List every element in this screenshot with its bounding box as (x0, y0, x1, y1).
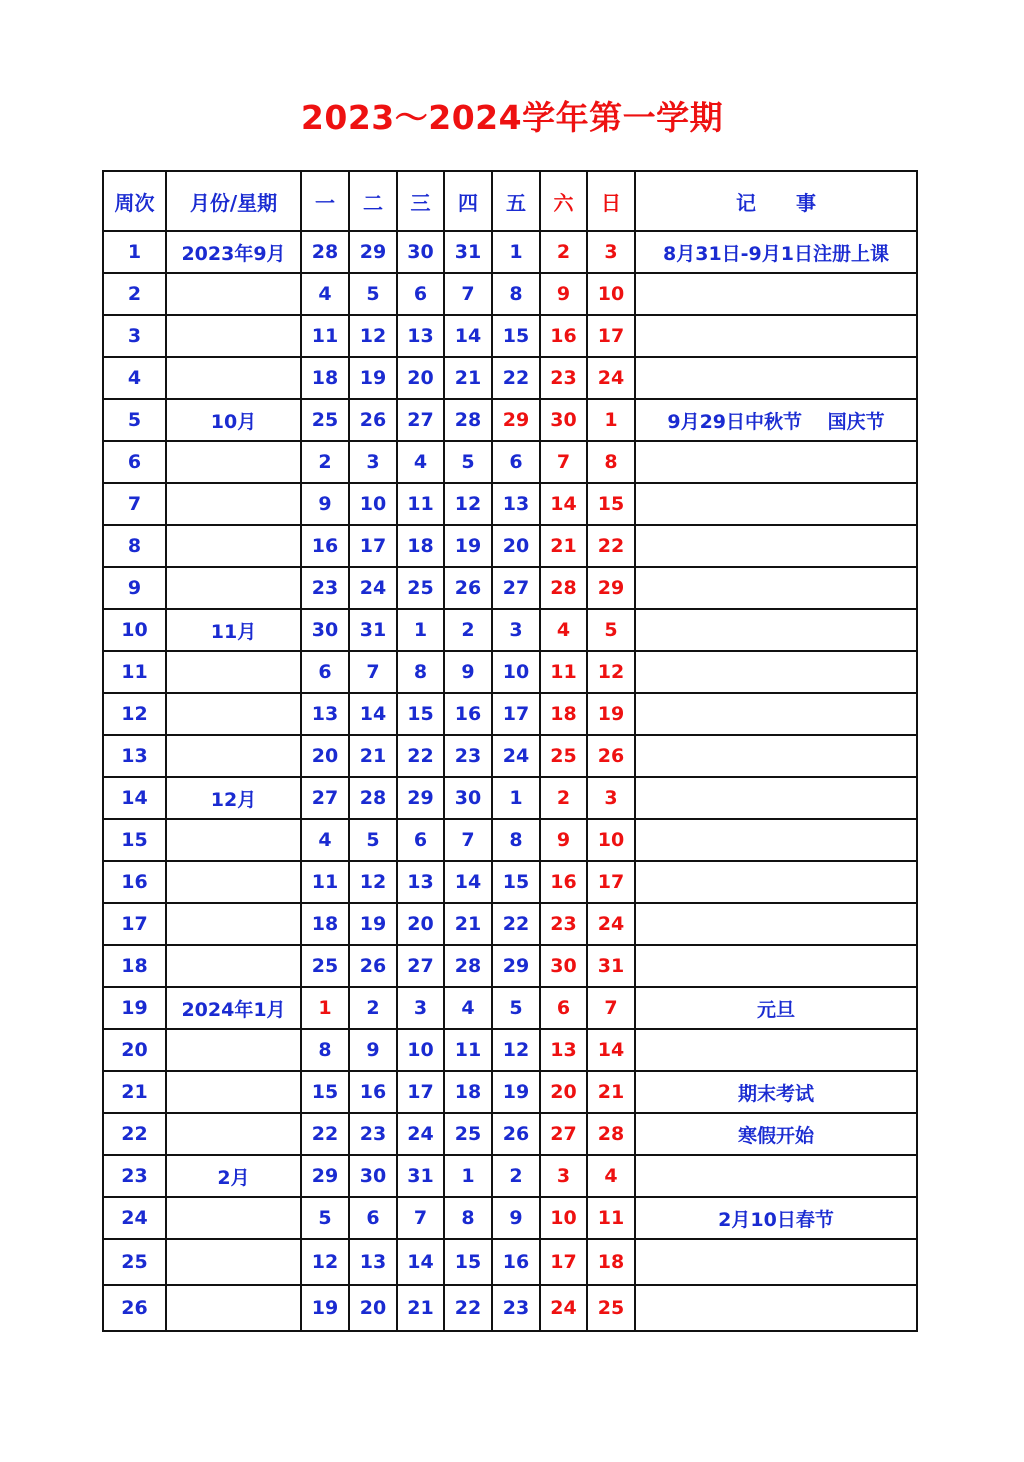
day-cell: 5 (301, 1197, 349, 1239)
day-cell: 12 (301, 1239, 349, 1285)
day-cell: 4 (587, 1155, 635, 1197)
header-thu: 四 (444, 171, 492, 231)
day-cell: 6 (397, 273, 444, 315)
day-cell: 2 (301, 441, 349, 483)
week-number: 17 (103, 903, 166, 945)
day-cell: 27 (301, 777, 349, 819)
month-label (166, 1197, 301, 1239)
day-cell: 26 (349, 399, 397, 441)
day-cell: 1 (444, 1155, 492, 1197)
note-cell (635, 1239, 917, 1285)
day-cell: 13 (301, 693, 349, 735)
day-cell: 29 (301, 1155, 349, 1197)
note-cell: 寒假开始 (635, 1113, 917, 1155)
day-cell: 30 (444, 777, 492, 819)
day-cell: 3 (349, 441, 397, 483)
day-cell: 19 (444, 525, 492, 567)
note-cell (635, 945, 917, 987)
day-cell: 10 (492, 651, 540, 693)
day-cell: 16 (540, 315, 587, 357)
day-cell: 28 (444, 945, 492, 987)
week-number: 12 (103, 693, 166, 735)
day-cell: 6 (540, 987, 587, 1029)
day-cell: 5 (492, 987, 540, 1029)
day-cell: 6 (397, 819, 444, 861)
week-number: 2 (103, 273, 166, 315)
month-label (166, 903, 301, 945)
month-label (166, 945, 301, 987)
day-cell: 3 (587, 231, 635, 273)
week-number: 9 (103, 567, 166, 609)
day-cell: 15 (492, 861, 540, 903)
day-cell: 17 (540, 1239, 587, 1285)
note-cell: 9月29日中秋节 国庆节 (635, 399, 917, 441)
month-label: 10月 (166, 399, 301, 441)
day-cell: 5 (349, 273, 397, 315)
page-title: 2023～2024学年第一学期 (300, 98, 724, 137)
note-cell (635, 273, 917, 315)
day-cell: 1 (492, 777, 540, 819)
note-cell (635, 441, 917, 483)
month-label (166, 315, 301, 357)
day-cell: 14 (397, 1239, 444, 1285)
day-cell: 23 (444, 735, 492, 777)
day-cell: 4 (540, 609, 587, 651)
day-cell: 13 (397, 315, 444, 357)
day-cell: 21 (540, 525, 587, 567)
day-cell: 25 (301, 399, 349, 441)
note-cell (635, 1155, 917, 1197)
week-number: 1 (103, 231, 166, 273)
day-cell: 12 (349, 861, 397, 903)
day-cell: 19 (492, 1071, 540, 1113)
day-cell: 27 (540, 1113, 587, 1155)
table-row (103, 651, 917, 693)
day-cell: 23 (349, 1113, 397, 1155)
day-cell: 11 (301, 861, 349, 903)
day-cell: 16 (301, 525, 349, 567)
day-cell: 21 (444, 357, 492, 399)
day-cell: 5 (349, 819, 397, 861)
day-cell: 6 (492, 441, 540, 483)
week-number: 11 (103, 651, 166, 693)
day-cell: 16 (444, 693, 492, 735)
note-cell (635, 1029, 917, 1071)
day-cell: 18 (301, 357, 349, 399)
day-cell: 22 (587, 525, 635, 567)
day-cell: 13 (540, 1029, 587, 1071)
day-cell: 1 (492, 231, 540, 273)
day-cell: 29 (397, 777, 444, 819)
day-cell: 7 (349, 651, 397, 693)
week-number: 23 (103, 1155, 166, 1197)
table-row (103, 693, 917, 735)
header-fri: 五 (492, 171, 540, 231)
month-label (166, 273, 301, 315)
note-cell (635, 693, 917, 735)
note-cell (635, 315, 917, 357)
day-cell: 9 (540, 273, 587, 315)
day-cell: 20 (397, 357, 444, 399)
day-cell: 9 (540, 819, 587, 861)
day-cell: 29 (492, 399, 540, 441)
week-number: 13 (103, 735, 166, 777)
month-label (166, 1285, 301, 1331)
day-cell: 23 (301, 567, 349, 609)
day-cell: 18 (397, 525, 444, 567)
day-cell: 30 (540, 945, 587, 987)
day-cell: 2 (492, 1155, 540, 1197)
day-cell: 28 (444, 399, 492, 441)
table-row (103, 1239, 917, 1285)
day-cell: 10 (349, 483, 397, 525)
day-cell: 8 (492, 819, 540, 861)
day-cell: 2 (349, 987, 397, 1029)
day-cell: 13 (349, 1239, 397, 1285)
day-cell: 22 (492, 903, 540, 945)
day-cell: 25 (540, 735, 587, 777)
day-cell: 5 (587, 609, 635, 651)
day-cell: 7 (540, 441, 587, 483)
day-cell: 30 (301, 609, 349, 651)
day-cell: 26 (587, 735, 635, 777)
day-cell: 31 (349, 609, 397, 651)
note-cell (635, 651, 917, 693)
day-cell: 3 (397, 987, 444, 1029)
day-cell: 30 (397, 231, 444, 273)
table-row (103, 357, 917, 399)
week-number: 25 (103, 1239, 166, 1285)
day-cell: 10 (587, 273, 635, 315)
day-cell: 24 (492, 735, 540, 777)
note-cell (635, 357, 917, 399)
day-cell: 20 (540, 1071, 587, 1113)
day-cell: 23 (492, 1285, 540, 1331)
day-cell: 24 (587, 903, 635, 945)
day-cell: 10 (397, 1029, 444, 1071)
header-wed: 三 (397, 171, 444, 231)
table-row (103, 1071, 917, 1113)
day-cell: 22 (492, 357, 540, 399)
day-cell: 23 (540, 357, 587, 399)
day-cell: 8 (492, 273, 540, 315)
day-cell: 21 (397, 1285, 444, 1331)
day-cell: 11 (540, 651, 587, 693)
day-cell: 11 (397, 483, 444, 525)
month-label (166, 483, 301, 525)
day-cell: 16 (492, 1239, 540, 1285)
week-number: 16 (103, 861, 166, 903)
day-cell: 19 (349, 903, 397, 945)
day-cell: 8 (587, 441, 635, 483)
day-cell: 9 (349, 1029, 397, 1071)
month-label (166, 735, 301, 777)
day-cell: 2 (540, 231, 587, 273)
day-cell: 3 (492, 609, 540, 651)
week-number: 26 (103, 1285, 166, 1331)
week-number: 6 (103, 441, 166, 483)
week-number: 19 (103, 987, 166, 1029)
note-cell (635, 777, 917, 819)
header-month: 月份/星期 (166, 171, 301, 231)
note-cell (635, 735, 917, 777)
day-cell: 6 (301, 651, 349, 693)
day-cell: 22 (397, 735, 444, 777)
month-label (166, 693, 301, 735)
day-cell: 3 (540, 1155, 587, 1197)
day-cell: 29 (492, 945, 540, 987)
day-cell: 12 (492, 1029, 540, 1071)
day-cell: 28 (349, 777, 397, 819)
day-cell: 28 (540, 567, 587, 609)
day-cell: 11 (587, 1197, 635, 1239)
calendar-table (102, 170, 918, 1332)
day-cell: 21 (349, 735, 397, 777)
month-label (166, 357, 301, 399)
day-cell: 27 (397, 945, 444, 987)
week-number: 14 (103, 777, 166, 819)
week-number: 10 (103, 609, 166, 651)
table-row (103, 1113, 917, 1155)
day-cell: 16 (540, 861, 587, 903)
header-week: 周次 (103, 171, 166, 231)
day-cell: 18 (444, 1071, 492, 1113)
table-row (103, 441, 917, 483)
day-cell: 6 (349, 1197, 397, 1239)
day-cell: 3 (587, 777, 635, 819)
week-number: 7 (103, 483, 166, 525)
month-label (166, 1029, 301, 1071)
day-cell: 15 (587, 483, 635, 525)
table-row (103, 1285, 917, 1331)
day-cell: 14 (540, 483, 587, 525)
note-cell (635, 1285, 917, 1331)
day-cell: 14 (444, 315, 492, 357)
day-cell: 14 (587, 1029, 635, 1071)
table-row (103, 1029, 917, 1071)
day-cell: 10 (587, 819, 635, 861)
day-cell: 7 (397, 1197, 444, 1239)
day-cell: 30 (540, 399, 587, 441)
day-cell: 5 (444, 441, 492, 483)
day-cell: 26 (444, 567, 492, 609)
week-number: 22 (103, 1113, 166, 1155)
note-cell: 期末考试 (635, 1071, 917, 1113)
day-cell: 14 (444, 861, 492, 903)
day-cell: 9 (492, 1197, 540, 1239)
day-cell: 4 (444, 987, 492, 1029)
day-cell: 17 (587, 315, 635, 357)
table-row (103, 987, 917, 1029)
header-row (103, 171, 917, 231)
day-cell: 31 (397, 1155, 444, 1197)
day-cell: 17 (492, 693, 540, 735)
day-cell: 29 (349, 231, 397, 273)
table-row (103, 1197, 917, 1239)
day-cell: 12 (587, 651, 635, 693)
month-label (166, 1113, 301, 1155)
day-cell: 7 (444, 819, 492, 861)
day-cell: 19 (587, 693, 635, 735)
month-label (166, 525, 301, 567)
day-cell: 29 (587, 567, 635, 609)
note-cell (635, 609, 917, 651)
day-cell: 25 (587, 1285, 635, 1331)
day-cell: 17 (587, 861, 635, 903)
day-cell: 28 (587, 1113, 635, 1155)
note-cell: 8月31日-9月1日注册上课 (635, 231, 917, 273)
week-number: 21 (103, 1071, 166, 1113)
month-label: 2月 (166, 1155, 301, 1197)
week-number: 15 (103, 819, 166, 861)
day-cell: 20 (349, 1285, 397, 1331)
day-cell: 27 (492, 567, 540, 609)
day-cell: 7 (444, 273, 492, 315)
day-cell: 9 (301, 483, 349, 525)
day-cell: 11 (301, 315, 349, 357)
table-row (103, 483, 917, 525)
month-label (166, 567, 301, 609)
day-cell: 20 (397, 903, 444, 945)
day-cell: 14 (349, 693, 397, 735)
table-row (103, 399, 917, 441)
day-cell: 15 (301, 1071, 349, 1113)
day-cell: 12 (444, 483, 492, 525)
month-label (166, 1239, 301, 1285)
day-cell: 9 (444, 651, 492, 693)
note-cell (635, 861, 917, 903)
day-cell: 24 (540, 1285, 587, 1331)
month-label: 2023年9月 (166, 231, 301, 273)
header-notes: 记 事 (635, 171, 917, 231)
table-row (103, 273, 917, 315)
day-cell: 26 (349, 945, 397, 987)
day-cell: 26 (492, 1113, 540, 1155)
table-row (103, 945, 917, 987)
week-number: 8 (103, 525, 166, 567)
month-label: 2024年1月 (166, 987, 301, 1029)
table-row (103, 1155, 917, 1197)
day-cell: 21 (444, 903, 492, 945)
day-cell: 15 (492, 315, 540, 357)
day-cell: 25 (444, 1113, 492, 1155)
day-cell: 11 (444, 1029, 492, 1071)
day-cell: 8 (301, 1029, 349, 1071)
day-cell: 22 (444, 1285, 492, 1331)
day-cell: 18 (587, 1239, 635, 1285)
day-cell: 2 (444, 609, 492, 651)
day-cell: 20 (301, 735, 349, 777)
day-cell: 17 (397, 1071, 444, 1113)
header-sat: 六 (540, 171, 587, 231)
week-number: 4 (103, 357, 166, 399)
day-cell: 8 (444, 1197, 492, 1239)
month-label: 12月 (166, 777, 301, 819)
table-row (103, 861, 917, 903)
day-cell: 4 (397, 441, 444, 483)
day-cell: 31 (444, 231, 492, 273)
day-cell: 16 (349, 1071, 397, 1113)
table-row (103, 735, 917, 777)
day-cell: 19 (301, 1285, 349, 1331)
day-cell: 1 (301, 987, 349, 1029)
day-cell: 19 (349, 357, 397, 399)
day-cell: 31 (587, 945, 635, 987)
day-cell: 30 (349, 1155, 397, 1197)
day-cell: 1 (587, 399, 635, 441)
day-cell: 18 (301, 903, 349, 945)
day-cell: 13 (492, 483, 540, 525)
day-cell: 21 (587, 1071, 635, 1113)
day-cell: 8 (397, 651, 444, 693)
day-cell: 24 (349, 567, 397, 609)
table-row (103, 819, 917, 861)
month-label (166, 651, 301, 693)
day-cell: 25 (301, 945, 349, 987)
day-cell: 15 (444, 1239, 492, 1285)
table-row (103, 567, 917, 609)
table-row (103, 903, 917, 945)
day-cell: 20 (492, 525, 540, 567)
week-number: 5 (103, 399, 166, 441)
note-cell: 2月10日春节 (635, 1197, 917, 1239)
table-row (103, 609, 917, 651)
day-cell: 24 (397, 1113, 444, 1155)
header-sun: 日 (587, 171, 635, 231)
month-label (166, 441, 301, 483)
month-label: 11月 (166, 609, 301, 651)
day-cell: 7 (587, 987, 635, 1029)
table-row (103, 231, 917, 273)
note-cell (635, 903, 917, 945)
day-cell: 1 (397, 609, 444, 651)
week-number: 20 (103, 1029, 166, 1071)
day-cell: 10 (540, 1197, 587, 1239)
month-label (166, 819, 301, 861)
note-cell (635, 567, 917, 609)
table-row (103, 525, 917, 567)
note-cell: 元旦 (635, 987, 917, 1029)
day-cell: 12 (349, 315, 397, 357)
day-cell: 18 (540, 693, 587, 735)
note-cell (635, 819, 917, 861)
table-row (103, 315, 917, 357)
month-label (166, 861, 301, 903)
week-number: 24 (103, 1197, 166, 1239)
note-cell (635, 525, 917, 567)
table-row (103, 777, 917, 819)
header-tue: 二 (349, 171, 397, 231)
day-cell: 4 (301, 273, 349, 315)
week-number: 3 (103, 315, 166, 357)
day-cell: 27 (397, 399, 444, 441)
note-cell (635, 483, 917, 525)
day-cell: 4 (301, 819, 349, 861)
week-number: 18 (103, 945, 166, 987)
day-cell: 25 (397, 567, 444, 609)
day-cell: 15 (397, 693, 444, 735)
day-cell: 17 (349, 525, 397, 567)
day-cell: 22 (301, 1113, 349, 1155)
month-label (166, 1071, 301, 1113)
header-mon: 一 (301, 171, 349, 231)
day-cell: 23 (540, 903, 587, 945)
day-cell: 28 (301, 231, 349, 273)
day-cell: 13 (397, 861, 444, 903)
day-cell: 24 (587, 357, 635, 399)
day-cell: 2 (540, 777, 587, 819)
